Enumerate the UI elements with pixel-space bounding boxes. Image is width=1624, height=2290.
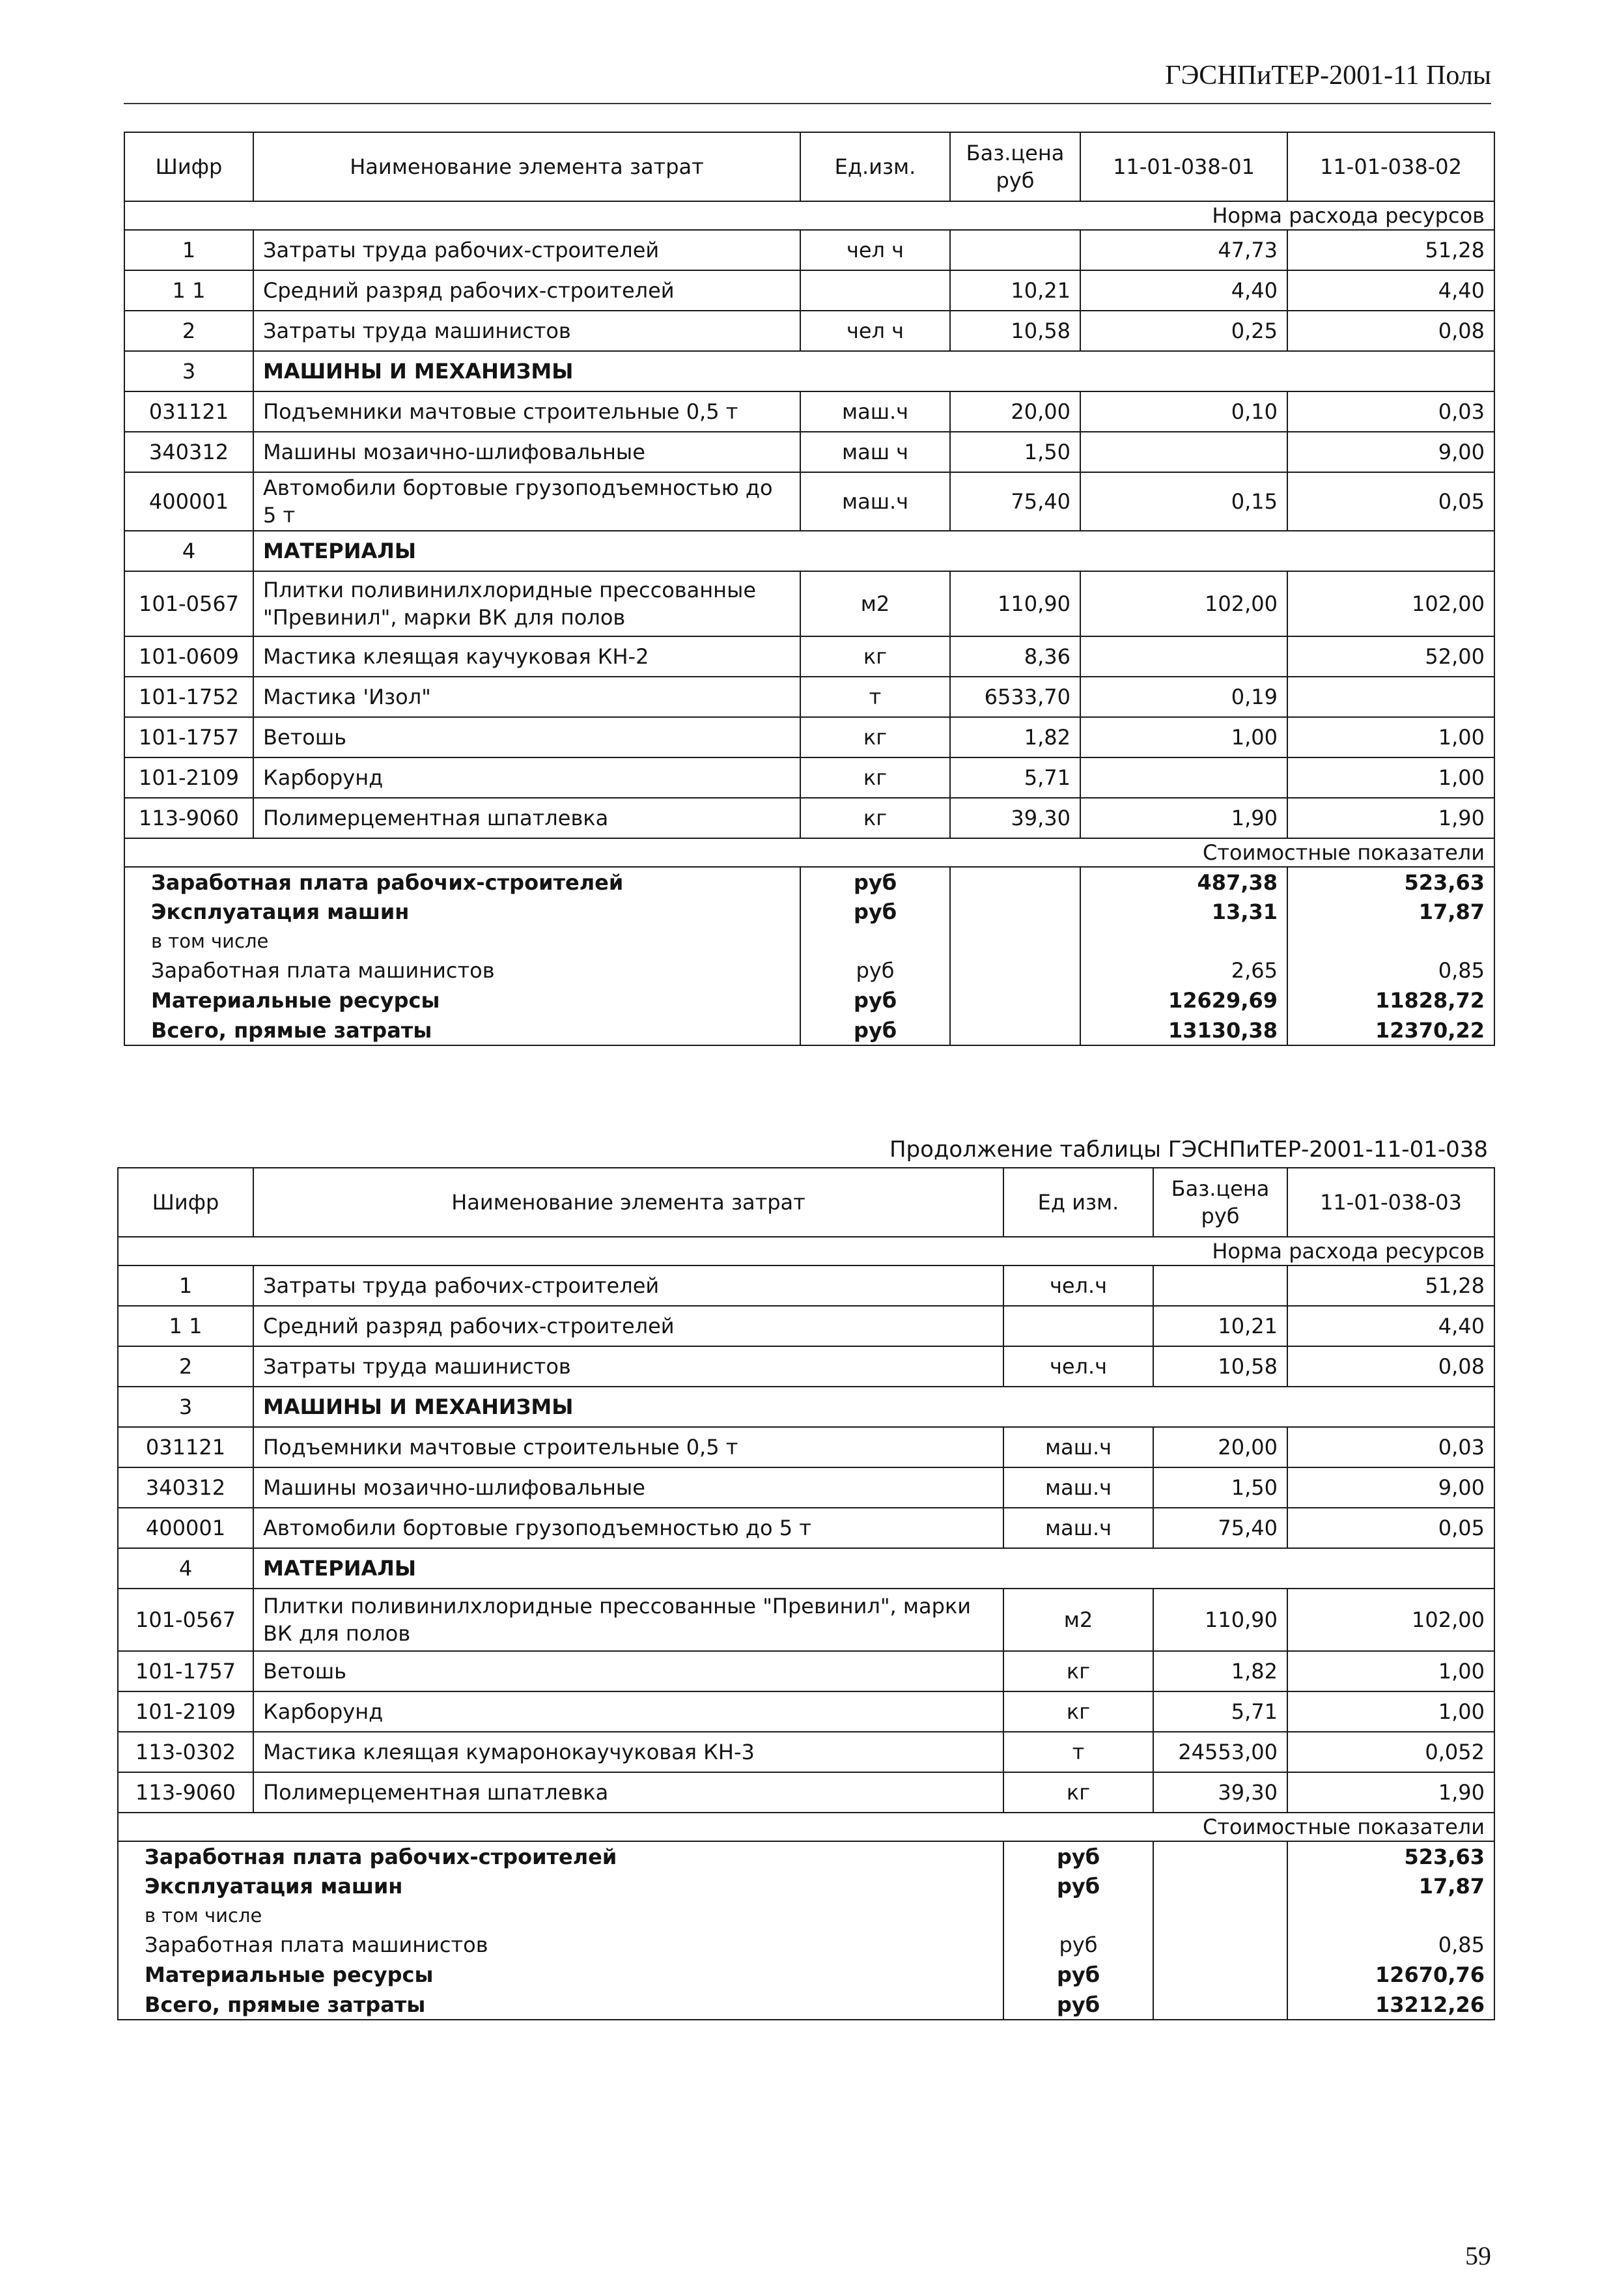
row-name: Мастика клеящая каучуковая КН-2 [253, 636, 800, 677]
section-title: МАТЕРИАЛЫ [253, 531, 1494, 571]
summary-label: Материальные ресурсы [124, 985, 800, 1015]
row-code: 1 1 [124, 270, 253, 311]
row-value-v2: 0,08 [1287, 311, 1494, 351]
col-norm-03: 11-01-038-03 [1287, 1168, 1494, 1237]
resource-table-1 [124, 132, 1495, 1046]
row-code: 113-9060 [124, 798, 253, 838]
summary-value-v1: 523,63 [1287, 1841, 1494, 1871]
summary-unit: руб [1003, 1960, 1153, 1990]
row-code: 3 [118, 1387, 253, 1427]
row-code: 1 [124, 230, 253, 270]
row-name: Затраты труда машинистов [253, 311, 800, 351]
summary-unit: руб [800, 1015, 950, 1045]
resource-row [118, 1265, 1494, 1306]
section-row [124, 531, 1494, 571]
resource-row [118, 1732, 1494, 1772]
summary-unit: руб [800, 985, 950, 1015]
row-price: 10,21 [950, 270, 1080, 311]
summary-row [118, 1990, 1494, 2020]
summary-value-v2: 17,87 [1287, 897, 1494, 927]
resource-row [124, 432, 1494, 472]
summary-unit: руб [1003, 1930, 1153, 1960]
row-value-v1: 9,00 [1287, 1467, 1494, 1508]
resource-row [124, 472, 1494, 531]
summary-value-v1 [1080, 927, 1287, 955]
row-unit: чел ч [800, 311, 950, 351]
row-code: 101-1752 [124, 677, 253, 717]
row-name: Средний разряд рабочих-строителей [253, 270, 800, 311]
summary-blank [950, 927, 1080, 955]
row-unit: т [800, 677, 950, 717]
summary-value-v1: 13,31 [1080, 897, 1287, 927]
row-price: 1,82 [950, 717, 1080, 757]
row-price [950, 230, 1080, 270]
row-unit: кг [800, 717, 950, 757]
row-unit: кг [800, 757, 950, 798]
row-code: 113-9060 [118, 1772, 253, 1813]
row-name: Средний разряд рабочих-строителей [253, 1306, 1003, 1346]
row-value-v2: 51,28 [1287, 230, 1494, 270]
row-code: 101-0567 [118, 1589, 253, 1651]
row-code: 1 1 [118, 1306, 253, 1346]
row-price: 10,21 [1153, 1306, 1287, 1346]
row-value-v1: 1,00 [1080, 717, 1287, 757]
row-name: Затраты труда машинистов [253, 1346, 1003, 1387]
row-price: 110,90 [1153, 1589, 1287, 1651]
row-unit: маш ч [800, 432, 950, 472]
row-value-v1: 47,73 [1080, 230, 1287, 270]
row-code: 101-0609 [124, 636, 253, 677]
header-rule [124, 103, 1491, 104]
row-name: Автомобили бортовые грузоподъемностью до 5 т [253, 472, 800, 531]
col-code: Шифр [118, 1168, 253, 1237]
summary-label: в том числе [124, 927, 800, 955]
summary-row [124, 867, 1494, 897]
row-name: Затраты труда рабочих-строителей [253, 1265, 1003, 1306]
resource-row [124, 717, 1494, 757]
summary-label: Заработная плата рабочих-строителей [118, 1841, 1003, 1871]
summary-value-v2: 523,63 [1287, 867, 1494, 897]
row-price: 1,50 [1153, 1467, 1287, 1508]
row-value-v2 [1287, 677, 1494, 717]
resource-row [124, 677, 1494, 717]
table2-caption: Продолжение таблицы ГЭСНПиТЕР-2001-11-01-038 [889, 1137, 1488, 1163]
summary-unit: руб [800, 897, 950, 927]
summary-blank [1153, 1960, 1287, 1990]
col-norm-02: 11-01-038-02 [1287, 132, 1494, 201]
summary-value-v1: 12670,76 [1287, 1960, 1494, 1990]
summary-blank [1153, 1930, 1287, 1960]
row-name: Карборунд [253, 1691, 1003, 1732]
row-unit: кг [1003, 1691, 1153, 1732]
row-unit: чел.ч [1003, 1265, 1153, 1306]
row-price: 110,90 [950, 571, 1080, 636]
row-value-v1: 0,05 [1287, 1508, 1494, 1548]
resource-row [124, 391, 1494, 432]
row-value-v2: 0,03 [1287, 391, 1494, 432]
row-name: Затраты труда рабочих-строителей [253, 230, 800, 270]
row-code: 101-2109 [124, 757, 253, 798]
row-code: 031121 [124, 391, 253, 432]
row-price: 5,71 [1153, 1691, 1287, 1732]
row-price: 10,58 [950, 311, 1080, 351]
section-row [124, 351, 1494, 391]
summary-blank [1153, 1990, 1287, 2020]
section-title: МАТЕРИАЛЫ [253, 1548, 1494, 1589]
col-unit: Ед изм. [1003, 1168, 1153, 1237]
row-name: Мастика клеящая кумаронокаучуковая КН-3 [253, 1732, 1003, 1772]
row-code: 101-2109 [118, 1691, 253, 1732]
summary-row [124, 927, 1494, 955]
summary-value-v2: 11828,72 [1287, 985, 1494, 1015]
row-value-v1: 1,00 [1287, 1691, 1494, 1732]
summary-row [118, 1841, 1494, 1871]
resource-row [124, 311, 1494, 351]
row-value-v1: 0,10 [1080, 391, 1287, 432]
page-number: 59 [1465, 2241, 1491, 2270]
norm-label-row [118, 1237, 1494, 1265]
row-value-v1: 0,19 [1080, 677, 1287, 717]
row-price: 6533,70 [950, 677, 1080, 717]
row-value-v1: 102,00 [1287, 1589, 1494, 1651]
summary-row [124, 985, 1494, 1015]
row-value-v1: 0,03 [1287, 1427, 1494, 1467]
summary-row [118, 1901, 1494, 1930]
row-unit: маш.ч [1003, 1427, 1153, 1467]
row-name: Ветошь [253, 1651, 1003, 1691]
row-value-v2: 1,90 [1287, 798, 1494, 838]
row-unit: м2 [800, 571, 950, 636]
row-name: Автомобили бортовые грузоподъемностью до 5 т [253, 1508, 1003, 1548]
row-price: 5,71 [950, 757, 1080, 798]
summary-label: Материальные ресурсы [118, 1960, 1003, 1990]
col-price: Баз.цена руб [950, 132, 1080, 201]
summary-row [118, 1960, 1494, 1990]
summary-blank [950, 1015, 1080, 1045]
row-name: Машины мозаично-шлифовальные [253, 1467, 1003, 1508]
resource-row [118, 1467, 1494, 1508]
summary-label: Заработная плата рабочих-строителей [124, 867, 800, 897]
row-value-v1: 1,90 [1287, 1772, 1494, 1813]
row-price: 24553,00 [1153, 1732, 1287, 1772]
row-price: 39,30 [950, 798, 1080, 838]
row-value-v1 [1080, 757, 1287, 798]
cost-label-row [118, 1813, 1494, 1841]
resource-row [124, 636, 1494, 677]
row-value-v1: 1,00 [1287, 1651, 1494, 1691]
row-value-v2: 9,00 [1287, 432, 1494, 472]
resource-row [118, 1651, 1494, 1691]
resource-row [118, 1691, 1494, 1732]
col-code: Шифр [124, 132, 253, 201]
row-value-v1: 0,08 [1287, 1346, 1494, 1387]
row-value-v1: 4,40 [1287, 1306, 1494, 1346]
summary-blank [950, 897, 1080, 927]
row-name: Машины мозаично-шлифовальные [253, 432, 800, 472]
table2-wrap [117, 1167, 1494, 2020]
row-value-v2: 102,00 [1287, 571, 1494, 636]
row-name: Плитки поливинилхлоридные прессованные "Превинил", марки ВК для полов [253, 1589, 1003, 1651]
row-unit: кг [1003, 1651, 1153, 1691]
row-unit: маш.ч [1003, 1508, 1153, 1548]
row-name: Полимерцементная шпатлевка [253, 798, 800, 838]
summary-unit [800, 927, 950, 955]
row-unit: кг [1003, 1772, 1153, 1813]
row-code: 031121 [118, 1427, 253, 1467]
row-code: 2 [124, 311, 253, 351]
row-value-v1: 0,052 [1287, 1732, 1494, 1772]
summary-value-v1: 0,85 [1287, 1930, 1494, 1960]
row-value-v2: 1,00 [1287, 757, 1494, 798]
summary-blank [1153, 1901, 1287, 1930]
row-name: Ветошь [253, 717, 800, 757]
summary-blank [1153, 1871, 1287, 1901]
cost-label: Стоимостные показатели [118, 1813, 1494, 1841]
row-unit: маш.ч [800, 472, 950, 531]
row-value-v1 [1080, 432, 1287, 472]
row-price: 20,00 [1153, 1427, 1287, 1467]
row-price: 1,50 [950, 432, 1080, 472]
row-code: 113-0302 [118, 1732, 253, 1772]
section-row [118, 1548, 1494, 1589]
summary-blank [950, 985, 1080, 1015]
resource-row [124, 230, 1494, 270]
row-price: 10,58 [1153, 1346, 1287, 1387]
norm-label-row [124, 201, 1494, 230]
row-name: Подъемники мачтовые строительные 0,5 т [253, 1427, 1003, 1467]
row-code: 4 [124, 531, 253, 571]
row-code: 2 [118, 1346, 253, 1387]
row-code: 1 [118, 1265, 253, 1306]
table1-body [124, 201, 1494, 1045]
summary-unit: руб [1003, 1990, 1153, 2020]
summary-value-v1: 487,38 [1080, 867, 1287, 897]
table1-wrap [124, 132, 1494, 1046]
row-value-v2: 52,00 [1287, 636, 1494, 677]
row-name: Карборунд [253, 757, 800, 798]
row-code: 101-0567 [124, 571, 253, 636]
summary-unit [1003, 1901, 1153, 1930]
row-code: 4 [118, 1548, 253, 1589]
row-price [1153, 1265, 1287, 1306]
summary-blank [950, 867, 1080, 897]
summary-value-v1 [1287, 1901, 1494, 1930]
row-unit: м2 [1003, 1589, 1153, 1651]
row-value-v2: 1,00 [1287, 717, 1494, 757]
resource-row [124, 270, 1494, 311]
summary-row [124, 897, 1494, 927]
summary-label: Всего, прямые затраты [124, 1015, 800, 1045]
summary-label: Всего, прямые затраты [118, 1990, 1003, 2020]
resource-row [124, 798, 1494, 838]
section-title: МАШИНЫ И МЕХАНИЗМЫ [253, 351, 1494, 391]
row-value-v1: 4,40 [1080, 270, 1287, 311]
summary-value-v2: 0,85 [1287, 955, 1494, 985]
row-price: 75,40 [1153, 1508, 1287, 1548]
summary-unit: руб [800, 955, 950, 985]
row-name: Плитки поливинилхлоридные прессованные "Превинил", марки ВК для полов [253, 571, 800, 636]
section-title: МАШИНЫ И МЕХАНИЗМЫ [253, 1387, 1494, 1427]
summary-value-v1: 17,87 [1287, 1871, 1494, 1901]
col-name: Наименование элемента затрат [253, 132, 800, 201]
col-norm-01: 11-01-038-01 [1080, 132, 1287, 201]
summary-blank [1153, 1841, 1287, 1871]
norm-label: Норма расхода ресурсов [118, 1237, 1494, 1265]
col-price: Баз.цена руб [1153, 1168, 1287, 1237]
summary-value-v1: 2,65 [1080, 955, 1287, 985]
col-name: Наименование элемента затрат [253, 1168, 1003, 1237]
row-code: 3 [124, 351, 253, 391]
section-row [118, 1387, 1494, 1427]
resource-row [124, 757, 1494, 798]
row-unit [1003, 1306, 1153, 1346]
resource-row [124, 571, 1494, 636]
row-name: Мастика 'Изол" [253, 677, 800, 717]
row-unit: кг [800, 636, 950, 677]
summary-unit: руб [1003, 1871, 1153, 1901]
page-header: ГЭСНПиТЕР-2001-11 Полы [1165, 61, 1491, 91]
row-price: 39,30 [1153, 1772, 1287, 1813]
row-code: 101-1757 [124, 717, 253, 757]
summary-row [118, 1930, 1494, 1960]
resource-row [118, 1346, 1494, 1387]
summary-label: Эксплуатация машин [124, 897, 800, 927]
summary-row [118, 1871, 1494, 1901]
row-unit [800, 270, 950, 311]
cost-label: Стоимостные показатели [124, 838, 1494, 867]
row-price: 20,00 [950, 391, 1080, 432]
row-price: 75,40 [950, 472, 1080, 531]
summary-value-v2 [1287, 927, 1494, 955]
row-value-v2: 4,40 [1287, 270, 1494, 311]
row-value-v1: 1,90 [1080, 798, 1287, 838]
row-unit: маш.ч [800, 391, 950, 432]
row-unit: кг [800, 798, 950, 838]
row-name: Полимерцементная шпатлевка [253, 1772, 1003, 1813]
summary-value-v1: 12629,69 [1080, 985, 1287, 1015]
summary-blank [950, 955, 1080, 985]
resource-row [118, 1508, 1494, 1548]
summary-unit: руб [1003, 1841, 1153, 1871]
row-code: 101-1757 [118, 1651, 253, 1691]
row-name: Подъемники мачтовые строительные 0,5 т [253, 391, 800, 432]
row-unit: маш.ч [1003, 1467, 1153, 1508]
summary-value-v1: 13130,38 [1080, 1015, 1287, 1045]
cost-label-row [124, 838, 1494, 867]
row-value-v2: 0,05 [1287, 472, 1494, 531]
row-unit: чел ч [800, 230, 950, 270]
summary-label: в том числе [118, 1901, 1003, 1930]
row-price: 1,82 [1153, 1651, 1287, 1691]
row-price: 8,36 [950, 636, 1080, 677]
resource-row [118, 1772, 1494, 1813]
col-unit: Ед.изм. [800, 132, 950, 201]
row-value-v1: 102,00 [1080, 571, 1287, 636]
resource-table-2 [117, 1167, 1495, 2020]
summary-row [124, 955, 1494, 985]
row-unit: т [1003, 1732, 1153, 1772]
norm-label: Норма расхода ресурсов [124, 201, 1494, 230]
summary-row [124, 1015, 1494, 1045]
summary-value-v1: 13212,26 [1287, 1990, 1494, 2020]
row-value-v1: 51,28 [1287, 1265, 1494, 1306]
row-value-v1: 0,15 [1080, 472, 1287, 531]
row-code: 400001 [124, 472, 253, 531]
row-unit: чел.ч [1003, 1346, 1153, 1387]
row-code: 340312 [118, 1467, 253, 1508]
summary-label: Заработная плата машинистов [124, 955, 800, 985]
summary-label: Заработная плата машинистов [118, 1930, 1003, 1960]
row-value-v1 [1080, 636, 1287, 677]
resource-row [118, 1427, 1494, 1467]
row-value-v1: 0,25 [1080, 311, 1287, 351]
summary-label: Эксплуатация машин [118, 1871, 1003, 1901]
table2-body [118, 1237, 1494, 2020]
resource-row [118, 1589, 1494, 1651]
summary-unit: руб [800, 867, 950, 897]
resource-row [118, 1306, 1494, 1346]
row-code: 400001 [118, 1508, 253, 1548]
row-code: 340312 [124, 432, 253, 472]
summary-value-v2: 12370,22 [1287, 1015, 1494, 1045]
